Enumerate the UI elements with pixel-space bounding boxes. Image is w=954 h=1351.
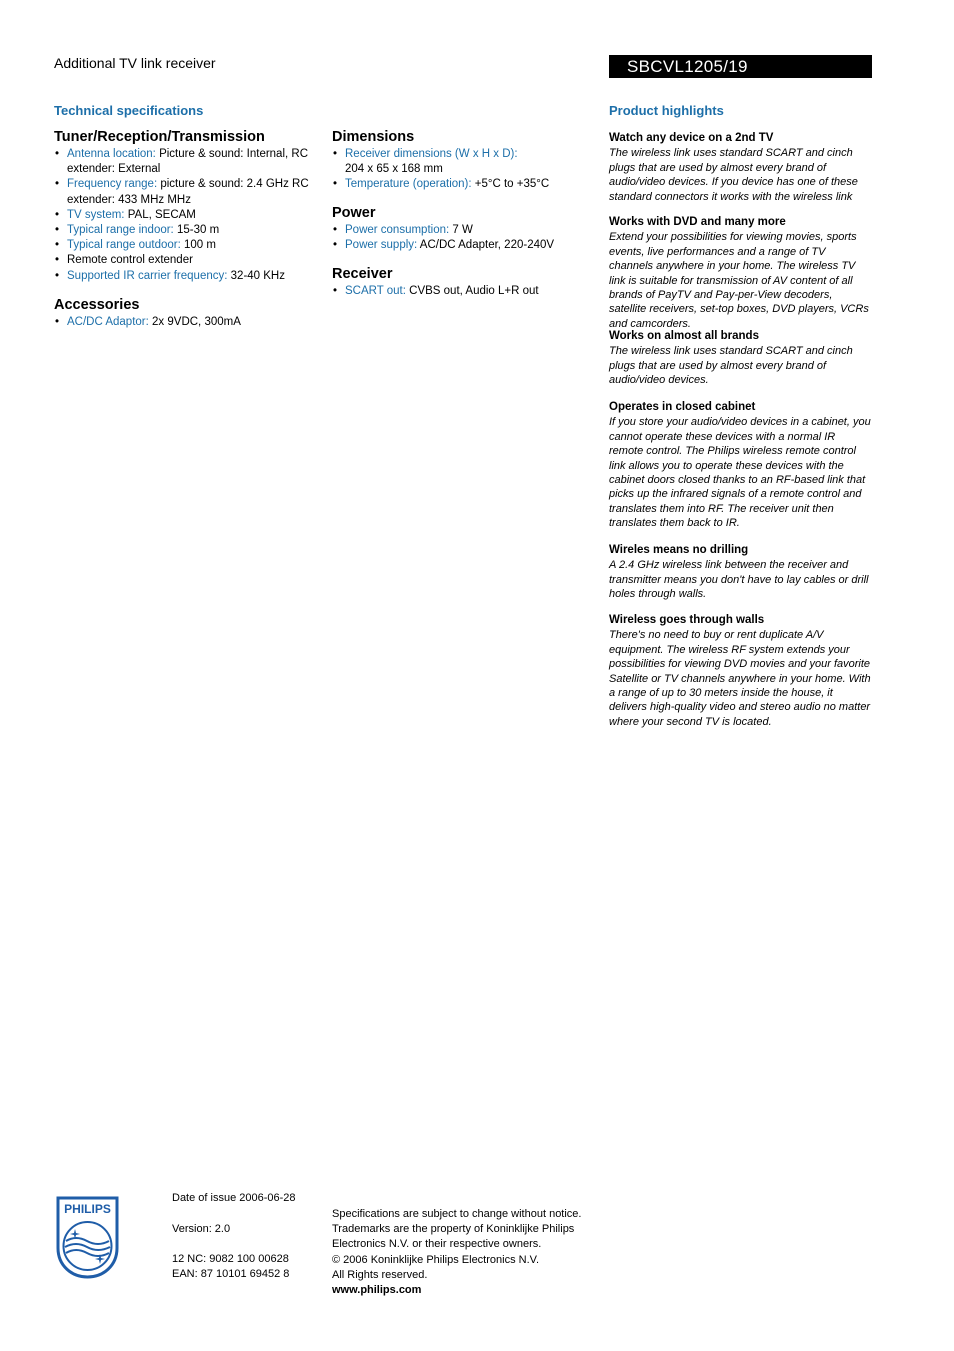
spec-label: Power consumption:	[345, 224, 450, 236]
spec-item	[54, 208, 319, 223]
spec-label: Antenna location:	[67, 148, 156, 160]
philips-logo	[56, 1196, 119, 1279]
spec-value: 204 x 65 x 168 mm	[345, 163, 443, 176]
spec-value: 2x 9VDC, 300mA	[152, 316, 241, 328]
document-title: Additional TV link receiver	[54, 55, 216, 71]
spec-label: SCART out:	[345, 285, 406, 297]
spec-group-title: Receiver	[332, 266, 393, 282]
spec-value: Remote control extender	[67, 254, 193, 267]
spec-value: picture & sound: 2.4 GHz RC extender: 433 MHz MHz	[67, 178, 309, 206]
spec-item	[54, 177, 319, 207]
spec-label: AC/DC Adaptor:	[67, 316, 149, 328]
legal-line: Trademarks are the property of Koninklijke Philips	[332, 1223, 575, 1236]
highlight-title: Wireles means no drilling	[609, 544, 749, 556]
philips-shield-icon	[56, 1196, 119, 1279]
highlight-text: If you store your audio/video devices in a cabinet, you cannot operate these devices with a normal IR remote control. The Philips wireless remote control link allows you to operate these devices with the cabinet doors closed thanks to an RF-based link that picks up the infrared signals of a remote control and translates them into RF. The receiver unit then translates them back to IR.	[609, 416, 871, 530]
highlight-item	[609, 613, 872, 729]
spec-item	[332, 284, 582, 299]
spec-item	[54, 315, 319, 330]
highlight-title: Operates in closed cabinet	[609, 401, 756, 413]
spec-value: CVBS out, Audio L+R out	[409, 285, 539, 297]
highlight-text: Extend your possibilities for viewing movies, sports events, live performances and a range of TV channels anywhere in your home. The wireless TV link is suitable for transmission of AV content of all brands of PayTV and Pay-per-View decoders, satellite receivers, set-top boxes, DVD players, VCRs and camcorders.	[609, 231, 869, 330]
spec-label: Typical range indoor:	[67, 224, 174, 237]
spec-value: 100 m	[184, 239, 216, 252]
spec-item	[332, 147, 582, 177]
issue-date: Date of issue 2006-06-28	[172, 1192, 296, 1204]
highlight-item	[609, 329, 872, 388]
highlight-title: Watch any device on a 2nd TV	[609, 132, 774, 144]
website-link[interactable]: www.philips.com	[332, 1284, 422, 1297]
version: Version: 2.0	[172, 1223, 231, 1235]
spec-group-receiver	[332, 266, 582, 299]
highlight-item	[609, 400, 872, 531]
spec-label: Receiver dimensions (W x H x D):	[345, 148, 518, 160]
spec-item	[54, 147, 319, 177]
spec-label: Temperature (operation):	[345, 178, 472, 191]
legal-line: Electronics N.V. or their respective owners.	[332, 1238, 542, 1251]
spec-item	[54, 223, 319, 238]
spec-value: 15-30 m	[176, 224, 220, 237]
legal-line: All Rights reserved.	[332, 1268, 428, 1281]
spec-value: 32-40 KHz	[230, 269, 285, 282]
highlight-item	[609, 215, 872, 331]
spec-item	[332, 223, 582, 238]
spec-label: TV system:	[67, 208, 125, 221]
spec-group-title: Power	[332, 205, 376, 221]
spec-group-accessories	[54, 297, 319, 330]
spec-label: Supported IR carrier frequency:	[67, 269, 228, 282]
highlight-title: Wireless goes through walls	[609, 614, 765, 626]
highlights-section-title: Product highlights	[609, 103, 724, 118]
spec-value: PAL, SECAM	[127, 208, 196, 221]
spec-item	[332, 177, 582, 192]
spec-group-title: Dimensions	[332, 129, 415, 145]
highlight-item	[609, 543, 872, 602]
spec-group-tuner	[54, 129, 319, 284]
spec-item	[54, 253, 319, 268]
highlight-text: A 2.4 GHz wireless link between the receiver and transmitter means you don't have to lay cables or drill holes through walls.	[609, 559, 869, 601]
legal-line: Specifications are subject to change without notice.	[332, 1208, 582, 1220]
spec-label: Typical range outdoor:	[67, 239, 181, 252]
model-number-badge: SBCVL1205/19	[609, 55, 872, 78]
highlight-item	[609, 131, 872, 204]
svg-text:PHILIPS: PHILIPS	[64, 1202, 111, 1216]
spec-group-power	[332, 205, 582, 253]
highlight-text: The wireless link uses standard SCART and cinch plugs that are used by almost every brand of audio/video devices. If you device has one of these standard connectors it works with the wireless link	[609, 147, 858, 203]
legal-line: © 2006 Koninklijke Philips Electronics N.V.	[332, 1253, 540, 1266]
spec-item	[332, 238, 582, 253]
spec-group-title: Accessories	[54, 297, 140, 313]
nc-number: 12 NC: 9082 100 00628	[172, 1253, 289, 1265]
spec-value: Picture & sound: Internal, RC extender: External	[67, 148, 309, 176]
specs-section-title: Technical specifications	[54, 103, 204, 118]
highlight-title: Works with DVD and many more	[609, 216, 786, 228]
spec-item	[54, 269, 319, 284]
spec-value: AC/DC Adapter, 220-240V	[419, 239, 555, 252]
spec-label: Power supply:	[345, 239, 418, 252]
spec-value: 7 W	[452, 224, 473, 236]
highlight-title: Works on almost all brands	[609, 330, 759, 342]
spec-label: Frequency range:	[67, 178, 158, 191]
highlight-text: There's no need to buy or rent duplicate A/V equipment. The wireless RF system extends your possibilities for viewing DVD movies and your favorite Satellite or TV channels anywhere in your home. With a range of up to 30 meters inside the house, it delivers high-quality video and stereo audio no matter where your second TV is located.	[609, 629, 871, 728]
spec-group-dimensions	[332, 129, 582, 193]
spec-value: +5°C to +35°C	[474, 178, 550, 191]
highlight-text: The wireless link uses standard SCART and cinch plugs that are used by almost every brand of audio/video devices.	[609, 345, 853, 387]
ean-number: EAN: 87 10101 69452 8	[172, 1268, 290, 1280]
spec-group-title: Tuner/Reception/Transmission	[54, 129, 265, 145]
spec-item	[54, 238, 319, 253]
legal-notice	[332, 1207, 592, 1298]
